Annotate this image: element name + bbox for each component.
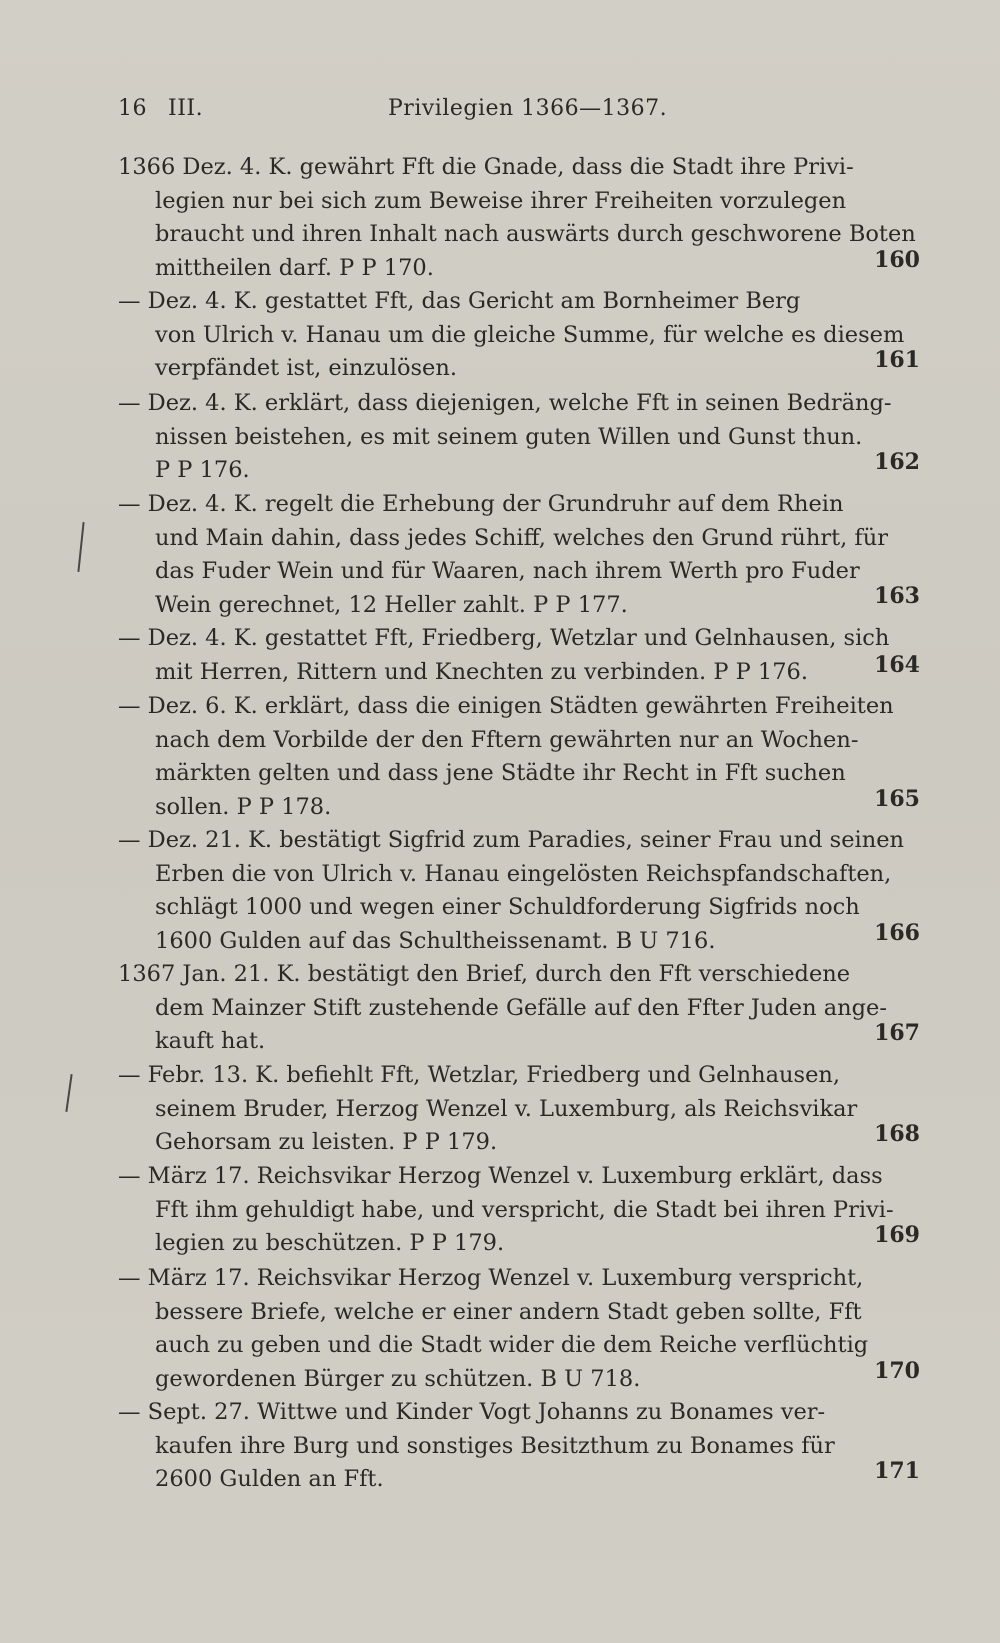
entry-line: — März 17. Reichsvikar Herzog Wenzel v. Luxemburg erklärt, dass [118, 1163, 883, 1189]
entry-line: P P 176. [155, 457, 250, 483]
entry-165 [118, 690, 918, 824]
page-header [118, 96, 904, 132]
entry-line: auch zu geben und die Stadt wider die dem Reiche verflüchtig [155, 1332, 869, 1358]
running-title: Privilegien 1366—1367. [388, 96, 668, 121]
entry-line: verpfändet ist, einzulösen. [155, 355, 458, 381]
entry-line: nissen beistehen, es mit seinem guten Willen und Gunst thun. [155, 423, 863, 450]
entry-line: — März 17. Reichsvikar Herzog Wenzel v. Luxemburg verspricht, [118, 1265, 864, 1291]
entry-line: von Ulrich v. Hanau um die gleiche Summe, für welche es diesem [155, 321, 905, 348]
entry-line: 1366 Dez. 4. K. gewährt Fft die Gnade, dass die Stadt ihre Privi- [118, 154, 854, 180]
entry-line: das Fuder Wein und für Waaren, nach ihrem Werth pro Fuder [155, 558, 860, 584]
entry-line: schlägt 1000 und wegen einer Schuldforderung Sigfrids noch [155, 894, 860, 920]
entry-number: 171 [874, 1458, 920, 1484]
entry-line: — Dez. 4. K. regelt die Erhebung der Grundruhr auf dem Rhein [118, 491, 844, 517]
entry-line: — Dez. 21. K. bestätigt Sigfrid zum Paradies, seiner Frau und seinen [118, 827, 905, 853]
entry-number: 168 [874, 1121, 920, 1147]
entry-line: kaufen ihre Burg und sonstiges Besitzthum zu Bonames für [155, 1432, 835, 1459]
entry-line: seinem Bruder, Herzog Wenzel v. Luxemburg, als Reichsvikar [155, 1095, 858, 1122]
entry-line: mittheilen darf. P P 170. [155, 254, 434, 281]
entry-line: legien zu beschützen. P P 179. [155, 1230, 505, 1256]
entry-line: bessere Briefe, welche er einer andern Stadt geben sollte, Fft [155, 1298, 862, 1325]
entry-number: 167 [874, 1020, 920, 1046]
entry-line: — Febr. 13. K. befiehlt Fft, Wetzlar, Friedberg und Gelnhausen, [118, 1062, 841, 1088]
entry-line: sollen. P P 178. [155, 793, 332, 820]
entry-line: — Dez. 4. K. gestattet Fft, Friedberg, Wetzlar und Gelnhausen, sich [118, 625, 890, 651]
entry-161 [118, 285, 918, 386]
entry-number: 165 [874, 786, 920, 812]
page-number: 16 [118, 96, 147, 121]
entry-line: kauft hat. [155, 1028, 266, 1054]
entry-number: 161 [874, 347, 920, 373]
entry-166 [118, 824, 918, 958]
margin-pencil-mark [65, 1074, 72, 1112]
entry-line: dem Mainzer Stift zustehende Gefälle auf den Ffter Juden ange- [155, 994, 887, 1021]
entry-number: 170 [874, 1358, 920, 1384]
entry-line: 2600 Gulden an Fft. [155, 1466, 384, 1492]
entry-line: märkten gelten und dass jene Städte ihr Recht in Fft suchen [155, 760, 846, 786]
entry-line: Fft ihm gehuldigt habe, und verspricht, die Stadt bei ihren Privi- [155, 1196, 894, 1223]
section-number: III. [168, 96, 204, 121]
entry-line: Erben die von Ulrich v. Hanau eingelösten Reichspfandschaften, [155, 860, 892, 887]
entry-number: 162 [874, 449, 920, 475]
entry-number: 163 [874, 583, 920, 609]
entry-171 [118, 1396, 918, 1497]
entry-line: Gehorsam zu leisten. P P 179. [155, 1129, 498, 1155]
entry-line: 1367 Jan. 21. K. bestätigt den Brief, durch den Fft verschiedene [118, 961, 851, 987]
entry-line: — Sept. 27. Wittwe und Kinder Vogt Johanns zu Bonames ver- [118, 1399, 826, 1425]
entry-line: — Dez. 4. K. gestattet Fft, das Gericht am Bornheimer Berg [118, 288, 801, 314]
entry-line: braucht und ihren Inhalt nach auswärts durch geschworene Boten [155, 221, 916, 247]
entry-168 [118, 1059, 918, 1160]
entry-line: nach dem Vorbilde der den Fftern gewährten nur an Wochen- [155, 726, 859, 753]
entry-164 [118, 622, 918, 689]
entry-169 [118, 1160, 918, 1261]
entry-167 [118, 958, 918, 1059]
entry-number: 160 [874, 247, 920, 273]
entry-line: mit Herren, Rittern und Knechten zu verbinden. P P 176. [155, 658, 809, 685]
entry-line: gewordenen Bürger zu schützen. B U 718. [155, 1365, 641, 1392]
entry-line: und Main dahin, dass jedes Schiff, welches den Grund rührt, für [155, 524, 889, 551]
entry-line: legien nur bei sich zum Beweise ihrer Freiheiten vorzulegen [155, 187, 847, 214]
entry-number: 166 [874, 920, 920, 946]
entry-line: 1600 Gulden auf das Schultheissenamt. B U 716. [155, 927, 716, 954]
entry-170 [118, 1262, 918, 1396]
entry-162 [118, 387, 918, 488]
entry-number: 164 [874, 652, 920, 678]
entry-line: — Dez. 4. K. erklärt, dass diejenigen, welche Fft in seinen Bedräng- [118, 390, 892, 416]
entry-line: Wein gerechnet, 12 Heller zahlt. P P 177. [155, 591, 628, 618]
entry-line: — Dez. 6. K. erklärt, dass die einigen Städten gewährten Freiheiten [118, 693, 894, 719]
entry-number: 169 [874, 1222, 920, 1248]
margin-pencil-mark [77, 522, 84, 572]
entry-160 [118, 151, 918, 285]
entry-163 [118, 488, 918, 622]
